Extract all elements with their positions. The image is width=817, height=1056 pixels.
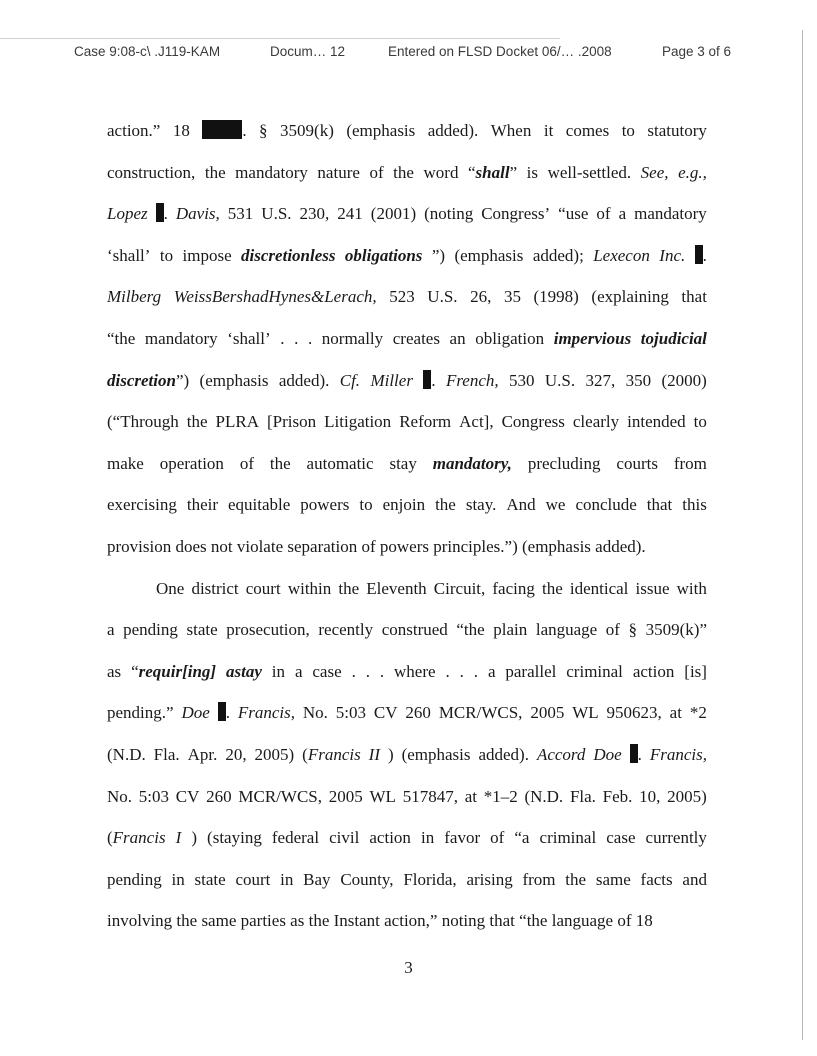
page-edge-line xyxy=(802,30,803,1040)
redaction-bar xyxy=(218,702,226,721)
body-line: One district court within the Eleventh Circuit, facing the identical issue with xyxy=(156,578,707,598)
header-entered-on: Entered on FLSD Docket 06/… .2008 xyxy=(388,44,612,59)
body-line: involving the same parties as the Instant action,” noting that “the language of 18 xyxy=(107,911,653,931)
body-line: discretion”) (emphasis added). Cf. Miller . French, 530 U.S. 327, 350 (2000) xyxy=(107,370,707,390)
page-number: 3 xyxy=(404,958,413,977)
header-page-count: Page 3 of 6 xyxy=(662,44,732,59)
body-line: pending.” Doe . Francis, No. 5:03 CV 260 MCR/WCS, 2005 WL 950623, at *2 xyxy=(107,703,707,723)
docket-header xyxy=(74,44,774,64)
redaction-bar xyxy=(156,203,164,222)
body-line: ‘shall’ to impose discretionless obligations ”) (emphasis added); Lexecon Inc. . xyxy=(107,245,707,265)
redaction-bar xyxy=(695,245,703,264)
body-line: Lopez . Davis, 531 U.S. 230, 241 (2001) (noting Congress’ “use of a mandatory xyxy=(107,204,707,224)
body-line: make operation of the automatic stay mandatory, precluding courts from xyxy=(107,453,707,473)
body-line: as “requir[ing] astay in a case . . . where . . . a parallel criminal action [is] xyxy=(107,661,707,681)
body-line: provision does not violate separation of powers principles.”) (emphasis added). xyxy=(107,536,646,556)
body-line: “the mandatory ‘shall’ . . . normally creates an obligation impervious tojudicial xyxy=(107,328,707,348)
body-line: action.” 18 . § 3509(k) (emphasis added). When it comes to statutory xyxy=(107,121,707,140)
body-line: exercising their equitable powers to enjoin the stay. And we conclude that this xyxy=(107,495,707,515)
body-line: (N.D. Fla. Apr. 20, 2005) (Francis II ) (emphasis added). Accord Doe . Francis, xyxy=(107,744,707,764)
header-document-number: Docum… 12 xyxy=(270,44,346,59)
body-line: a pending state prosecution, recently construed “the plain language of § 3509(k)” xyxy=(107,620,707,640)
body-line: (Francis I ) (staying federal civil action in favor of “a criminal case currently xyxy=(107,828,707,848)
redaction-bar xyxy=(423,370,431,389)
body-line: pending in state court in Bay County, Florida, arising from the same facts and xyxy=(107,869,707,889)
header-rule xyxy=(0,38,560,39)
body-line: (“Through the PLRA [Prison Litigation Reform Act], Congress clearly intended to xyxy=(107,412,707,432)
body-line: Milberg WeissBershadHynes&Lerach, 523 U.S. 26, 35 (1998) (explaining that xyxy=(107,287,707,307)
redaction-bar xyxy=(202,120,242,139)
header-case-number: Case 9:08-c\ .J119-KAM xyxy=(74,44,221,59)
document-body xyxy=(107,110,707,942)
body-line: No. 5:03 CV 260 MCR/WCS, 2005 WL 517847, at *1–2 (N.D. Fla. Feb. 10, 2005) xyxy=(107,786,707,806)
redaction-bar xyxy=(630,744,638,763)
body-line: construction, the mandatory nature of the word “shall” is well-settled. See, e.g., xyxy=(107,162,707,182)
